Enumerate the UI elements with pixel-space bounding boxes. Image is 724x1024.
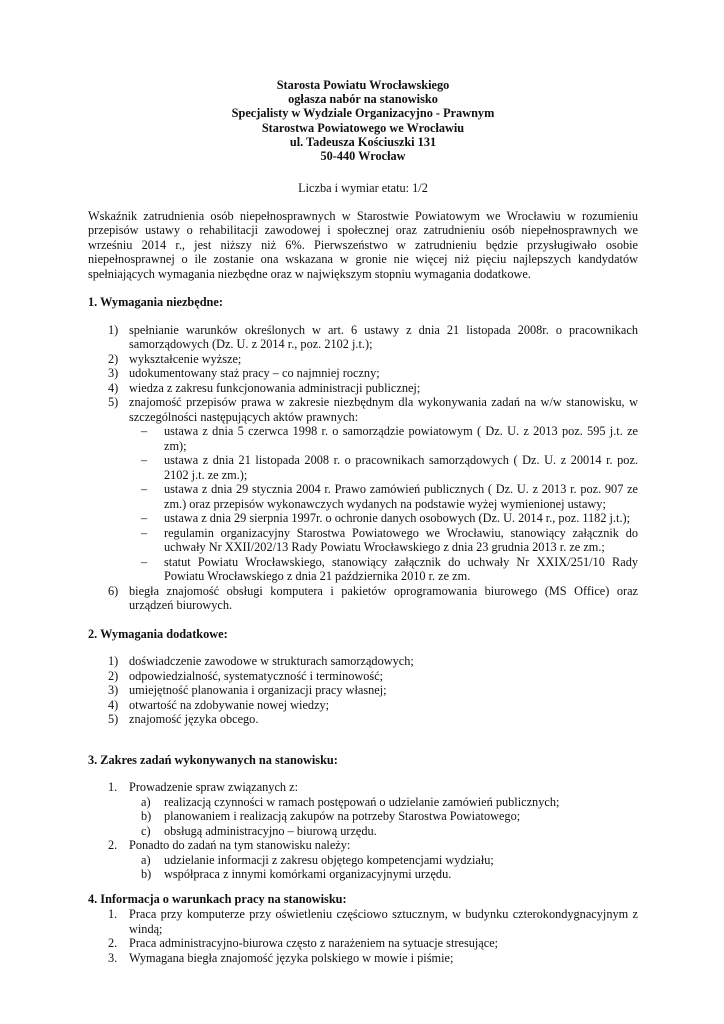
sub-list: [129, 795, 638, 839]
list-item: [88, 936, 638, 951]
section-title: 4. Informacja o warunkach pracy na stanowisku:: [88, 891, 347, 906]
item-text: planowaniem i realizacją zakupów na potrzeby Starostwa Powiatowego;: [164, 809, 521, 824]
item-number: 3): [108, 683, 119, 698]
item-text: Wymagana biegła znajomość języka polskiego w mowie i piśmie;: [129, 950, 454, 965]
dash-bullet: –: [141, 482, 148, 497]
list-item: [88, 907, 638, 936]
legal-act-item: [129, 482, 638, 511]
item-text: doświadczenie zawodowe w strukturach samorządowych;: [129, 654, 414, 669]
list-item: [88, 951, 638, 966]
section-title: 3. Zakres zadań wykonywanych na stanowisku:: [88, 752, 338, 767]
section-title: 2. Wymagania dodatkowe:: [88, 626, 228, 641]
item-number: 1): [108, 654, 119, 669]
item-text: realizacją czynności w ramach postępowań o udzielanie zamówień publicznych;: [164, 794, 560, 809]
item-text: Prowadzenie spraw związanych z:: [129, 780, 299, 795]
item-text: otwartość na zdobywanie nowej wiedzy;: [129, 697, 330, 712]
item-number: 5): [108, 395, 119, 410]
legal-acts-list: [129, 424, 638, 584]
list-item: [88, 395, 638, 584]
sub-list: [129, 853, 638, 882]
item-number: 2): [108, 351, 119, 366]
item-text: Praca administracyjno-biurowa często z narażeniem na sytuacje stresujące;: [129, 936, 499, 951]
list-item: [88, 366, 638, 381]
dash-bullet: –: [141, 424, 148, 439]
sub-item: [129, 809, 638, 824]
legal-act-item: [129, 424, 638, 453]
dash-bullet: –: [141, 554, 148, 569]
item-text: ustawa z dnia 5 czerwca 1998 r. o samorządzie powiatowym ( Dz. U. z 2013 poz. 595 j.t. ze zm);: [164, 424, 638, 453]
header-line: Starostwa Powiatowego we Wrocławiu: [261, 120, 465, 135]
list-item: [88, 323, 638, 352]
legal-act-item: [129, 555, 638, 584]
header-line: ogłasza nabór na stanowisko: [288, 92, 438, 107]
item-number: 3): [108, 366, 119, 381]
item-number: b): [141, 809, 152, 824]
item-text: obsługą administracyjno – biurową urzędu.: [164, 823, 377, 838]
dash-bullet: –: [141, 525, 148, 540]
list-item: [88, 352, 638, 367]
item-text: wykształcenie wyższe;: [129, 351, 242, 366]
item-text: udzielanie informacji z zakresu objętego kompetencjami wydziału;: [164, 852, 494, 867]
etat-info: Liczba i wymiar etatu: 1/2: [298, 181, 428, 196]
list-item: [88, 381, 638, 396]
item-number: a): [141, 794, 151, 809]
item-text: znajomość języka obcego.: [129, 712, 259, 727]
item-number: c): [141, 823, 151, 838]
list-item: [88, 838, 638, 882]
item-text: umiejętność planowania i organizacji pracy własnej;: [129, 683, 387, 698]
work-conditions-list: [88, 907, 638, 965]
item-number: b): [141, 867, 152, 882]
item-number: 2.: [108, 838, 118, 853]
item-number: 3.: [108, 950, 118, 965]
item-number: 1): [108, 322, 119, 337]
list-item: [88, 780, 638, 838]
item-text: udokumentowany staż pracy – co najmniej roczny;: [129, 366, 380, 381]
legal-act-item: [129, 526, 638, 555]
item-number: 4): [108, 697, 119, 712]
item-text: biegła znajomość obsługi komputera i pakietów oprogramowania biurowego (MS Office) oraz urządzeń biurowych.: [129, 583, 638, 613]
item-text: ustawa z dnia 29 sierpnia 1997r. o ochronie danych osobowych (Dz. U. 2014 r., poz. 1182 j.t.);: [164, 511, 631, 526]
legal-act-item: [129, 453, 638, 482]
sub-item: [129, 867, 638, 882]
header-line: ul. Tadeusza Kościuszki 131: [289, 134, 437, 149]
requirements-list: [88, 323, 638, 613]
list-item: [88, 683, 638, 698]
document-header: [88, 78, 638, 163]
item-text: Ponadto do zadań na tym stanowisku należy:: [129, 838, 351, 853]
section-title: 1. Wymagania niezbędne:: [88, 295, 223, 310]
legal-act-item: [129, 511, 638, 526]
item-text: wiedza z zakresu funkcjonowania administracji publicznej;: [129, 380, 421, 395]
item-number: 2): [108, 668, 119, 683]
list-item: [88, 584, 638, 613]
item-number: 6): [108, 583, 119, 598]
list-item: [88, 712, 638, 727]
item-text: znajomość przepisów prawa w zakresie niezbędnym dla wykonywania zadań na w/w stanowisku, w szczególności następujących aktów prawnych:: [129, 395, 638, 424]
item-text: regulamin organizacyjny Starostwa Powiatowego we Wrocławiu, stanowiący załącznik do uchwały Nr XXII/202/13 Rady Powiatu Wrocławskiego z dnia 23 grudnia 2013 r. ze zm.;: [164, 525, 638, 555]
dash-bullet: –: [141, 453, 148, 468]
item-number: 2.: [108, 936, 118, 951]
list-item: [88, 669, 638, 684]
item-text: ustawa z dnia 29 stycznia 2004 r. Prawo zamówień publicznych ( Dz. U. z 2013 r. poz. 907 ze zm.) oraz przepisów wykonawczych wydanych na podstawie wyżej wymienionej ustawy;: [164, 482, 638, 511]
header-line: 50-440 Wrocław: [320, 149, 406, 164]
dash-bullet: –: [141, 511, 148, 526]
item-text: odpowiedzialność, systematyczność i terminowość;: [129, 668, 384, 683]
header-line: Starosta Powiatu Wrocławskiego: [276, 78, 450, 92]
list-item: [88, 698, 638, 713]
item-number: 1.: [108, 780, 118, 795]
intro-paragraph: Wskaźnik zatrudnienia osób niepełnosprawnych w Starostwie Powiatowym we Wrocławiu w rozumieniu przepisów ustawy o rehabilitacji zawodowej i społecznej oraz zatrudnieniu osób niepełnosprawnych we wrześniu 2014 r., jest niższy niż 6%. Pierwszeństwo w zatrudnieniu będzie przysługiwało osobie niepełnosprawnej o ile zostanie ona wskazana w gronie nie więcej niż pięciu najlepszych kandydatów spełniających wymagania niezbędne oraz w największym stopniu wymagania dodatkowe.: [88, 208, 638, 281]
additional-requirements-list: [88, 654, 638, 727]
item-text: spełnianie warunków określonych w art. 6 ustawy z dnia 21 listopada 2008r. o pracownikach samorządowych (Dz. U. z 2014 r., poz. 2102 j.t.);: [129, 322, 638, 352]
sub-item: [129, 853, 638, 868]
item-number: 4): [108, 380, 119, 395]
sub-item: [129, 824, 638, 839]
item-text: współpraca z innymi komórkami organizacyjnymi urzędu.: [164, 867, 452, 882]
item-number: 1.: [108, 907, 118, 922]
sub-item: [129, 795, 638, 810]
item-text: Praca przy komputerze przy oświetleniu częściowo sztucznym, w budynku czterokondygnacyjnym z windą;: [129, 907, 638, 936]
document-page: [88, 78, 638, 965]
header-line: Specjalisty w Wydziale Organizacyjno - Prawnym: [231, 106, 495, 121]
list-item: [88, 654, 638, 669]
item-number: 5): [108, 712, 119, 727]
duties-list: [88, 780, 638, 882]
item-text: statut Powiatu Wrocławskiego, stanowiący załącznik do uchwały Nr XXIX/251/10 Rady Powiatu Wrocławskiego z dnia 21 października 2010 r. ze zm.: [164, 554, 638, 584]
item-text: ustawa z dnia 21 listopada 2008 r. o pracownikach samorządowych ( Dz. U. z 20014 r. poz. 2102 j.t. ze zm.);: [164, 453, 638, 482]
item-number: a): [141, 852, 151, 867]
